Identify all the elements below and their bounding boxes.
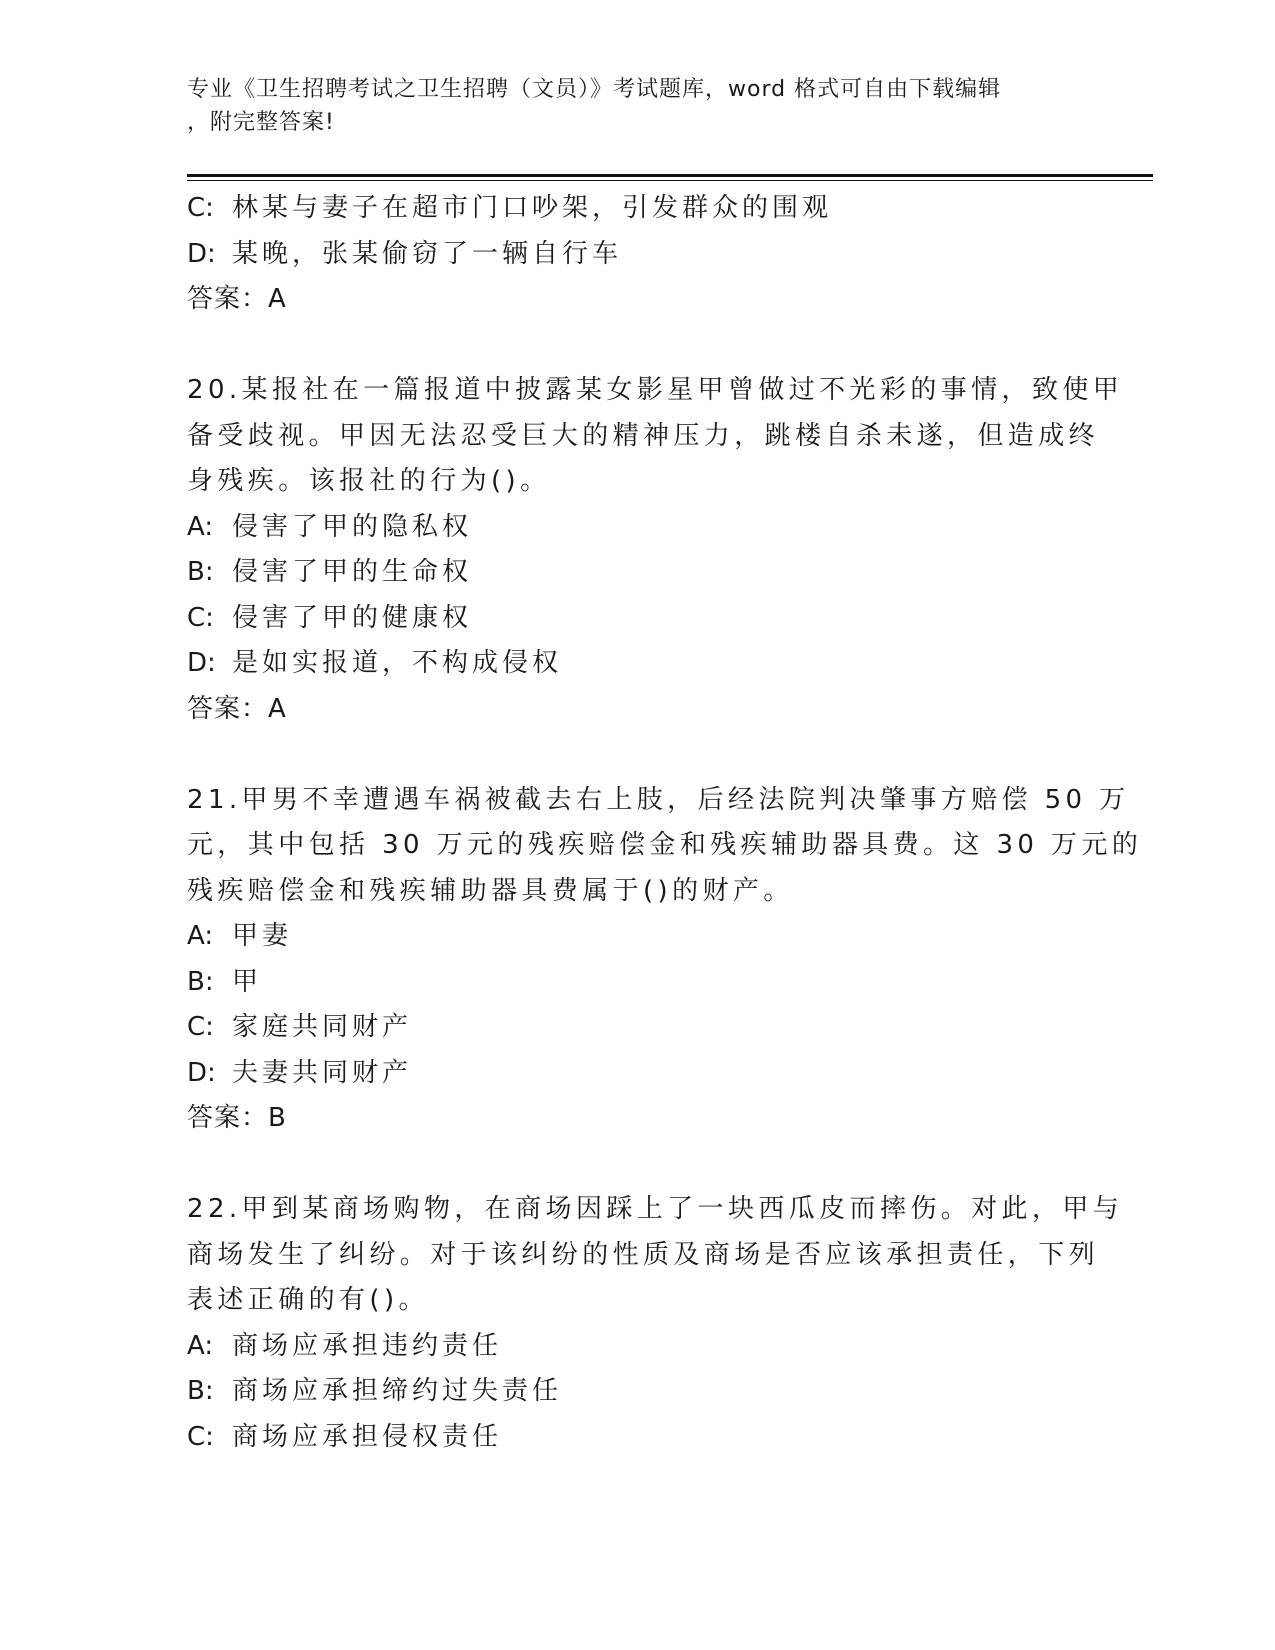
- question-22: [187, 1187, 1124, 1460]
- question-content: [187, 186, 1143, 1460]
- question-stem: [187, 778, 1143, 915]
- stem-line: 表述正确的有()。: [187, 1285, 429, 1315]
- option-c: C: 侵害了甲的健康权: [187, 602, 473, 633]
- page-header: [187, 73, 1087, 139]
- option-c: C: 家庭共同财产: [187, 1012, 413, 1042]
- answer-line: 答案：A: [187, 693, 287, 724]
- header-line-1: 专业《卫生招聘考试之卫生招聘（文员）》考试题库，word 格式可自由下载编辑: [187, 77, 1002, 102]
- answer-line: 答案：A: [187, 284, 287, 314]
- carryover-block: [187, 186, 1087, 323]
- answer-line: 答案：B: [187, 1103, 287, 1133]
- option-c: C: 林某与妻子在超市门口吵架，引发群众的围观: [187, 193, 833, 223]
- stem-line: 备受歧视。甲因无法忍受巨大的精神压力，跳楼自杀未遂，但造成终: [187, 420, 1100, 451]
- option-a: A: 侵害了甲的隐私权: [187, 511, 473, 542]
- stem-line: 22.甲到某商场购物，在商场因踩上了一块西瓜皮而摔伤。对此，甲与: [187, 1194, 1124, 1224]
- stem-line: 残疾赔偿金和残疾辅助器具费属于()的财产。: [187, 875, 794, 906]
- option-a: A: 商场应承担违约责任: [187, 1330, 503, 1361]
- option-b: B: 侵害了甲的生命权: [187, 557, 473, 587]
- option-d: D: 某晚，张某偷窃了一辆自行车: [187, 238, 623, 269]
- question-stem: [187, 1187, 1124, 1324]
- option-b: B: 商场应承担缔约过失责任: [187, 1376, 563, 1406]
- option-b: B: 甲: [187, 966, 263, 997]
- header-line-2: ，附完整答案!: [187, 110, 335, 135]
- stem-line: 20.某报社在一篇报道中披露某女影星甲曾做过不光彩的事情，致使甲: [187, 375, 1124, 405]
- option-d: D: 是如实报道，不构成侵权: [187, 648, 563, 678]
- option-a: A: 甲妻: [187, 921, 293, 951]
- question-21: [187, 778, 1143, 1142]
- header-rule-thick: [187, 174, 1153, 177]
- question-stem: [187, 368, 1124, 505]
- stem-line: 元，其中包括 30 万元的残疾赔偿金和残疾辅助器具费。这 30 万元的: [187, 830, 1143, 860]
- header-rule-thin: [187, 180, 1153, 181]
- option-c: C: 商场应承担侵权责任: [187, 1421, 503, 1452]
- stem-line: 21.甲男不幸遭遇车祸被截去右上肢，后经法院判决肇事方赔偿 50 万: [187, 784, 1130, 815]
- stem-line: 身残疾。该报社的行为()。: [187, 466, 551, 496]
- stem-line: 商场发生了纠纷。对于该纠纷的性质及商场是否应该承担责任，下列: [187, 1239, 1100, 1270]
- question-20: [187, 368, 1124, 732]
- option-d: D: 夫妻共同财产: [187, 1057, 413, 1088]
